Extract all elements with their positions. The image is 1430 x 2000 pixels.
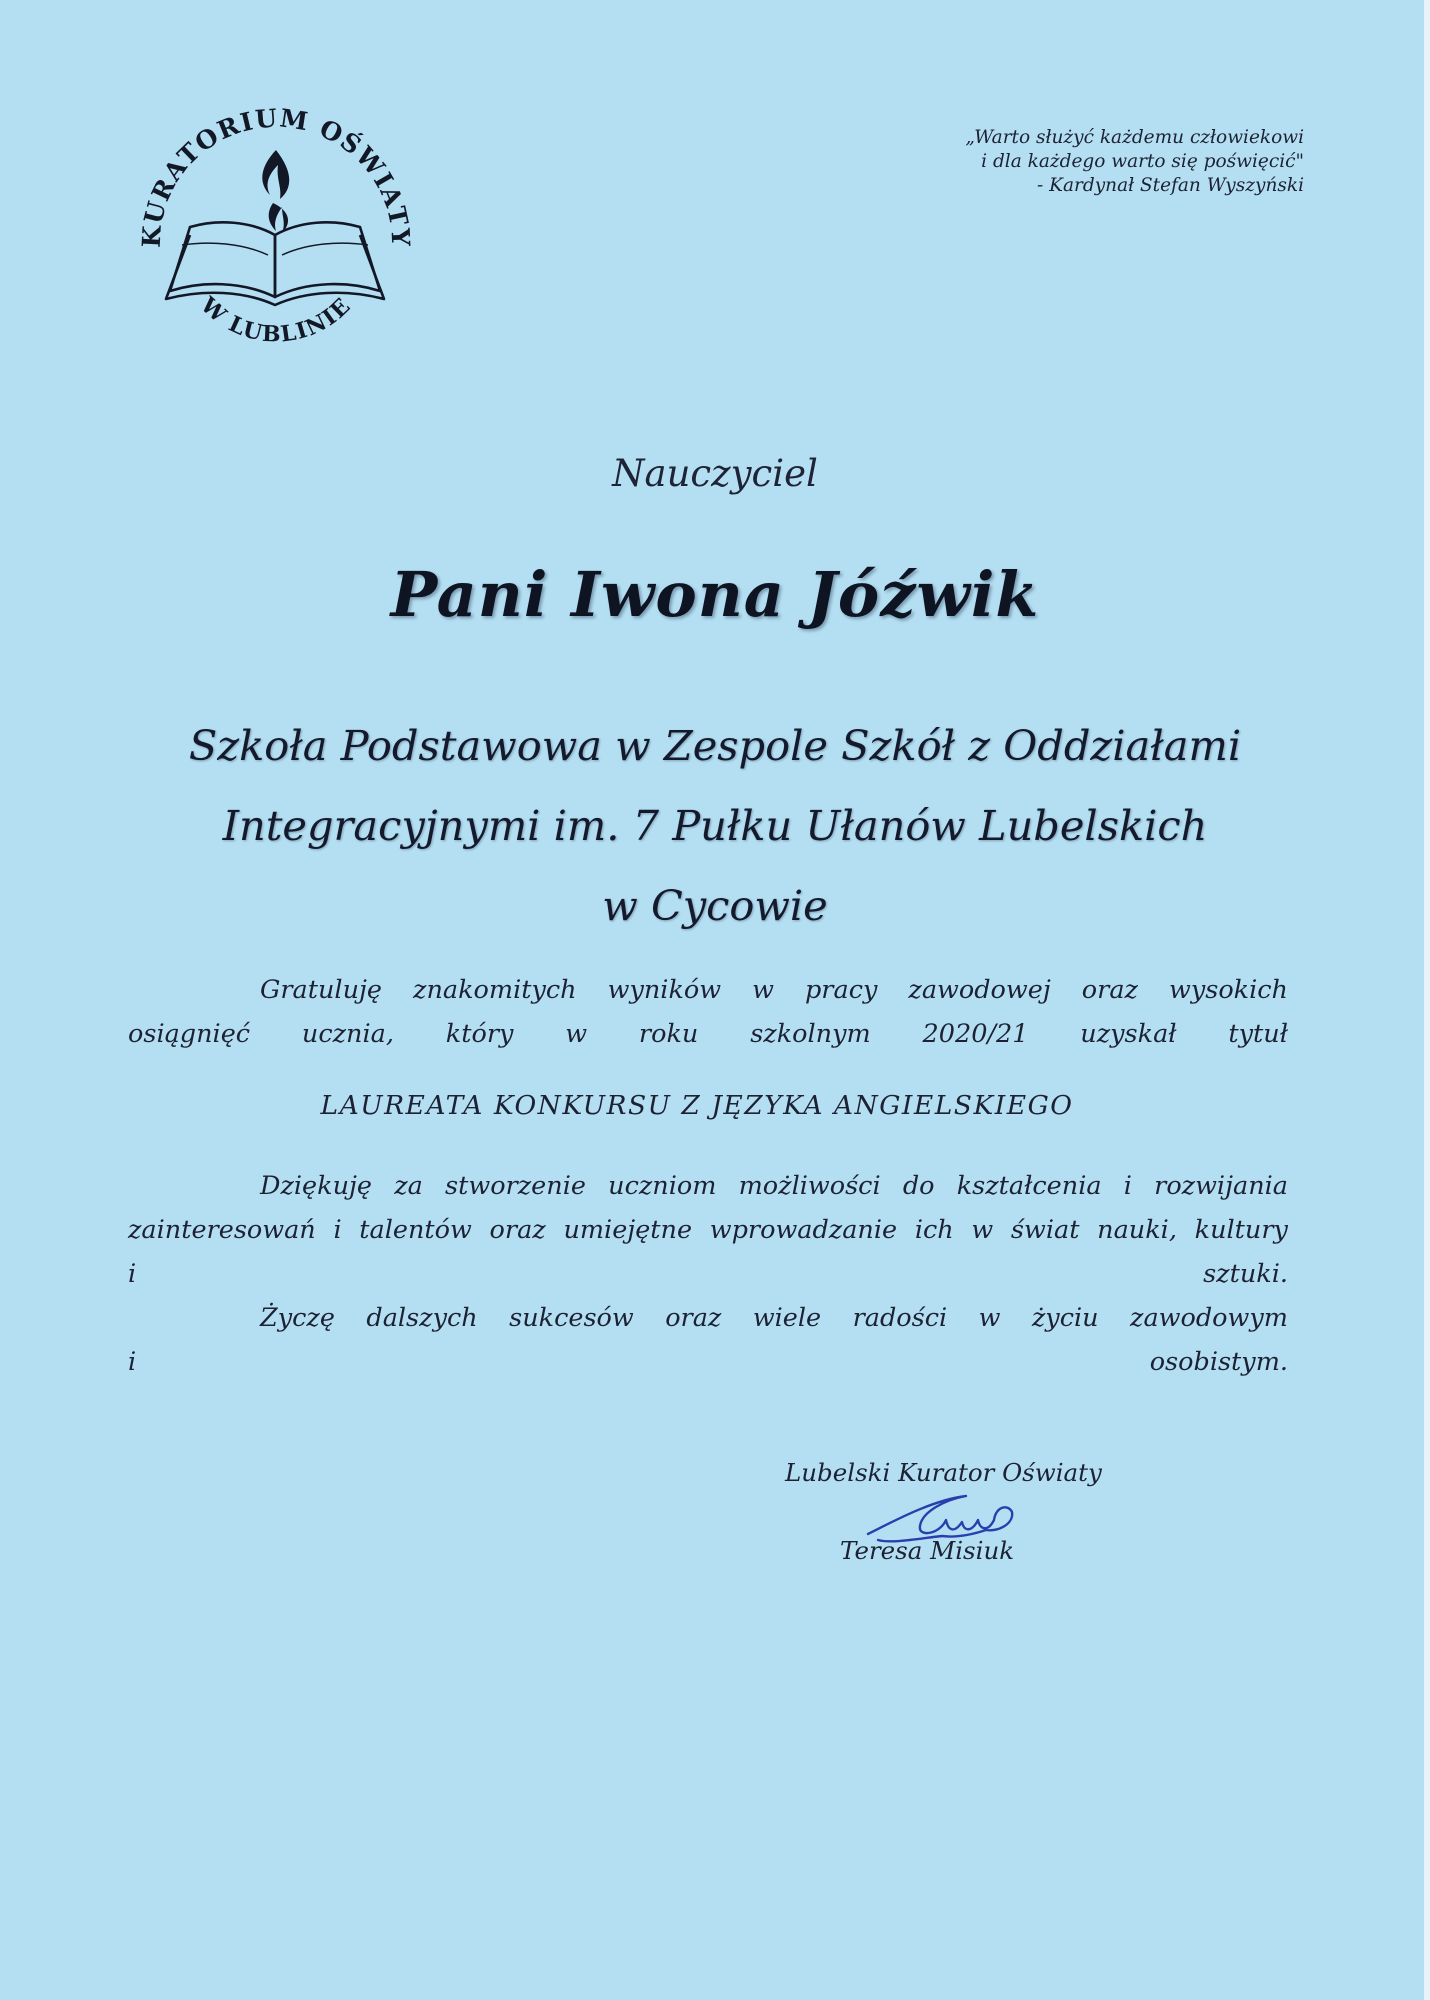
word: nauki,: [1097, 1215, 1177, 1245]
signatory-title: Lubelski Kurator Oświaty: [785, 1458, 1102, 1487]
word: sukcesów: [509, 1303, 634, 1333]
word: świat: [1010, 1215, 1080, 1245]
paragraph-line: osiągnięć ucznia, który w roku szkolnym 2020/21 uzyskał tytuł: [128, 1019, 1288, 1049]
word: wprowadzanie: [709, 1215, 898, 1245]
word: w: [971, 1215, 994, 1245]
word: pracy: [804, 975, 878, 1005]
logo-bottom-text: W LUBLINIE: [195, 292, 357, 348]
word: i: [333, 1215, 342, 1245]
school-line: w Cycowie: [602, 881, 828, 930]
signatory-name: Teresa Misiuk: [840, 1536, 1015, 1565]
flame-icon: [262, 150, 289, 233]
word: dalszych: [366, 1303, 478, 1333]
quote-author: - Kardynał Stefan Wyszyński: [1037, 175, 1304, 196]
quote-line: „Warto służyć każdemu człowiekowi: [965, 127, 1304, 148]
word: stworzenie: [445, 1171, 586, 1201]
school-line: Szkoła Podstawowa w Zespole Szkół z Oddziałami: [188, 721, 1242, 770]
word: umiejętne: [563, 1215, 693, 1245]
word: oraz: [1081, 975, 1138, 1005]
word: zainteresowań: [128, 1215, 316, 1245]
wishes-paragraph: [128, 1296, 1288, 1384]
word: w: [978, 1303, 1001, 1333]
word: zawodowym: [1130, 1303, 1288, 1333]
paragraph-line: [128, 1164, 1288, 1208]
word: możliwości: [738, 1171, 881, 1201]
word: znakomitych: [413, 975, 577, 1005]
word: wysokich: [1169, 975, 1288, 1005]
word: Dziękuję: [260, 1171, 372, 1201]
paragraph-line: [128, 1296, 1288, 1340]
word: do: [902, 1171, 935, 1201]
kuratorium-logo-graphic: [130, 95, 420, 365]
paragraph-line: [128, 968, 1288, 1012]
word: wiele: [752, 1303, 822, 1333]
award-title: [0, 1090, 1430, 1121]
word: talentów: [359, 1215, 472, 1245]
congratulation-paragraph: [128, 968, 1288, 1056]
word: wyników: [607, 975, 722, 1005]
logo-top-text: KURATORIUM OŚWIATY: [136, 103, 416, 249]
word: uczniom: [608, 1171, 717, 1201]
paragraph-line: i osobistym.: [128, 1347, 1288, 1377]
quote-block: [884, 126, 1304, 198]
word: ich: [914, 1215, 954, 1245]
paper-edge: [1424, 0, 1430, 2000]
open-book-icon: [166, 222, 384, 305]
word: za: [394, 1171, 423, 1201]
word: oraz: [665, 1303, 722, 1333]
word: kultury: [1194, 1215, 1288, 1245]
word: Życzę: [260, 1303, 335, 1333]
word: życiu: [1031, 1303, 1099, 1333]
word: oraz: [489, 1215, 546, 1245]
school-name: [0, 706, 1430, 946]
award-text: LAUREATA KONKURSU Z JĘZYKA ANGIELSKIEGO: [320, 1090, 1074, 1121]
recipient-role: Nauczyciel: [612, 452, 818, 495]
word: rozwijania: [1154, 1171, 1288, 1201]
school-line: Integracyjnymi im. 7 Pułku Ułanów Lubelskich: [222, 801, 1208, 850]
word: w: [752, 975, 774, 1005]
thanks-paragraph: [128, 1164, 1288, 1296]
word: Gratuluję: [260, 975, 383, 1005]
quote-line: i dla każdego warto się poświęcić": [981, 151, 1304, 172]
word: kształcenia: [956, 1171, 1102, 1201]
recipient-name: Pani Iwona Jóźwik: [390, 558, 1040, 631]
paragraph-line: [128, 1208, 1288, 1252]
kuratorium-logo: [130, 95, 420, 365]
word: zawodowej: [908, 975, 1051, 1005]
word: i: [1123, 1171, 1132, 1201]
paragraph-line: i sztuki.: [128, 1259, 1288, 1289]
word: radości: [852, 1303, 948, 1333]
